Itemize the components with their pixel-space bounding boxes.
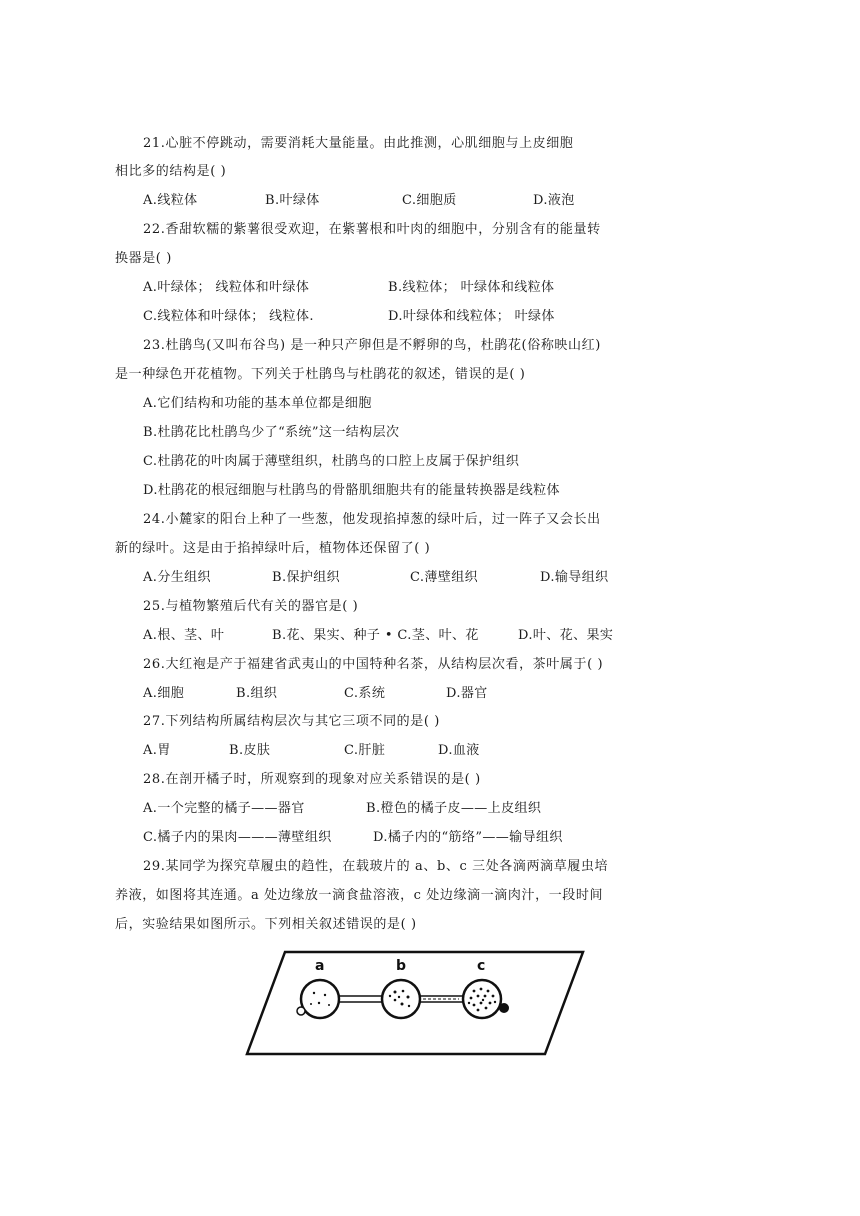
q23-option-c: C.杜鹃花的叶肉属于薄壁组织，杜鹃鸟的口腔上皮属于保护组织 <box>143 454 520 469</box>
q23-stem-line1: 23.杜鹃鸟(又叫布谷鸟) 是一种只产卵但是不孵卵的鸟，杜鹃花(俗称映山红) <box>143 338 601 353</box>
q22-stem-line1: 22.香甜软糯的紫薯很受欢迎，在紫薯根和叶肉的细胞中，分别含有的能量转 <box>143 222 601 237</box>
q21-option-d: D.液泡 <box>533 193 575 208</box>
q24-option-a: A.分生组织 <box>143 570 211 585</box>
q26-option-c: C.系统 <box>344 686 386 701</box>
q21-option-b: B.叶绿体 <box>265 193 320 208</box>
q27-option-a: A.胃 <box>143 743 171 758</box>
q23-option-a: A.它们结构和功能的基本单位都是细胞 <box>143 396 372 411</box>
q26-stem: 26.大红袍是产于福建省武夷山的中国特种名茶，从结构层次看，茶叶属于( ) <box>143 657 604 672</box>
q27-option-c: C.肝脏 <box>344 743 386 758</box>
q27-option-d: D.血液 <box>438 743 480 758</box>
q27-stem: 27.下列结构所属结构层次与其它三项不同的是( ) <box>143 714 440 729</box>
q22-option-d: D.叶绿体和线粒体； 叶绿体 <box>388 309 555 324</box>
q25-stem: 25.与植物繁殖后代有关的器官是( ) <box>143 599 359 614</box>
q23-stem-line2: 是一种绿色开花植物。下列关于杜鹃鸟与杜鹃花的叙述，错误的是( ) <box>115 367 526 382</box>
q24-stem-line1: 24.小麓家的阳台上种了一些葱，他发现掐掉葱的绿叶后，过一阵子又会长出 <box>143 512 601 527</box>
q28-option-c: C.橘子内的果肉———薄壁组织 <box>143 830 332 845</box>
q25-option-a: A.根、茎、叶 <box>143 628 225 643</box>
q22-option-b: B.线粒体； 叶绿体和线粒体 <box>388 280 555 295</box>
q29-stem-line1: 29.某同学为探究草履虫的趋性，在载玻片的 a、b、c 三处各滴两滴草履虫培 <box>143 859 609 874</box>
q21-option-a: A.线粒体 <box>143 193 198 208</box>
q22-option-a: A.叶绿体； 线粒体和叶绿体 <box>143 280 310 295</box>
paramecium-slide-figure <box>245 950 585 1060</box>
q28-stem: 28.在剖开橘子时，所观察到的现象对应关系错误的是( ) <box>143 772 481 787</box>
salt-drop <box>297 1007 305 1015</box>
q21-option-c: C.细胞质 <box>402 193 457 208</box>
q24-option-b: B.保护组织 <box>272 570 341 585</box>
q29-stem-line2: 养液，如图将其连通。a 处边缘放一滴食盐溶液，c 处边缘滴一滴肉汁，一段时间 <box>115 888 604 903</box>
q28-option-b: B.橙色的橘子皮——上皮组织 <box>366 801 542 816</box>
q25-option-b-c: B.花、果实、种子 • C.茎、叶、花 <box>272 628 479 643</box>
q22-option-c: C.线粒体和叶绿体； 线粒体. <box>143 309 314 324</box>
drop-c <box>463 980 501 1018</box>
channel-ab <box>339 996 383 1002</box>
channel-bc <box>419 996 463 1002</box>
q23-option-b: B.杜鹃花比杜鹃鸟少了“系统”这一结构层次 <box>143 425 400 440</box>
label-b: b <box>396 958 407 974</box>
q24-option-c: C.薄壁组织 <box>410 570 479 585</box>
q24-option-d: D.输导组织 <box>540 570 609 585</box>
label-a: a <box>315 958 325 974</box>
q21-stem-line2: 相比多的结构是( ) <box>115 164 227 179</box>
q26-option-d: D.器官 <box>446 686 488 701</box>
drop-b <box>382 980 420 1018</box>
q22-stem-line2: 换器是( ) <box>115 251 172 266</box>
q24-stem-line2: 新的绿叶。这是由于掐掉绿叶后，植物体还保留了( ) <box>115 541 431 556</box>
q29-stem-line3: 后，实验结果如图所示。下列相关叙述错误的是( ) <box>115 917 417 932</box>
drop-a <box>301 980 339 1018</box>
q21-stem-line1: 21.心脏不停跳动，需要消耗大量能量。由此推测，心肌细胞与上皮细胞 <box>143 136 574 151</box>
q26-option-a: A.细胞 <box>143 686 185 701</box>
q27-option-b: B.皮肤 <box>229 743 271 758</box>
q28-option-d: D.橘子内的“筋络”——输导组织 <box>373 830 563 845</box>
q23-option-d: D.杜鹃花的根冠细胞与杜鹃鸟的骨骼肌细胞共有的能量转换器是线粒体 <box>143 483 560 498</box>
q28-option-a: A.一个完整的橘子——器官 <box>143 801 305 816</box>
q26-option-b: B.组织 <box>236 686 278 701</box>
label-c: c <box>477 958 486 974</box>
broth-drop <box>499 1003 509 1013</box>
q25-option-d: D.叶、花、果实 <box>518 628 614 643</box>
